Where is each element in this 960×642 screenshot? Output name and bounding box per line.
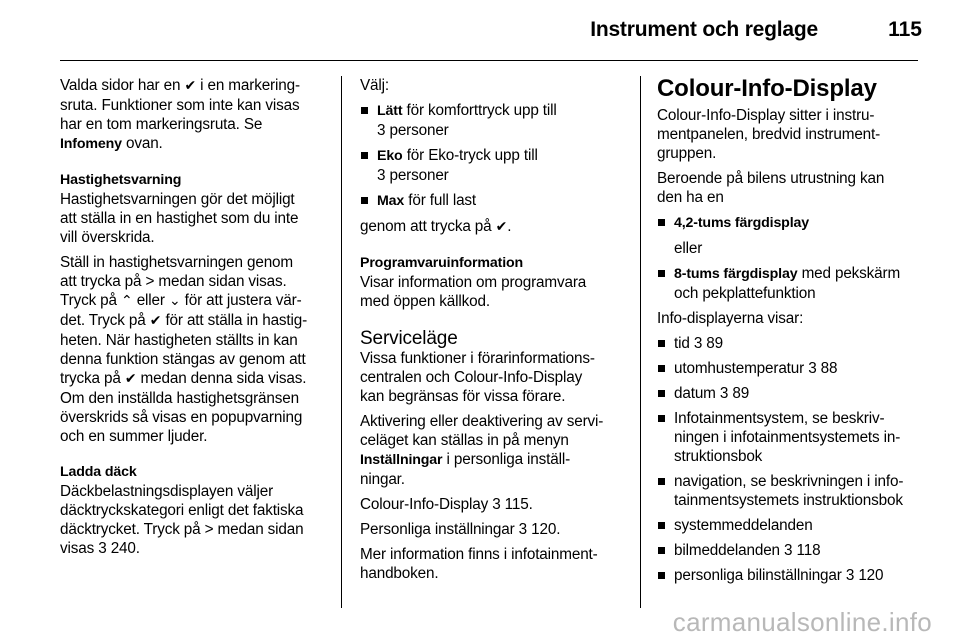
column-3 bbox=[657, 76, 919, 591]
paragraph: Visar information om programvara med öppen källkod. bbox=[360, 274, 587, 310]
paragraph: Aktivering eller deaktivering av servi- celäget kan ställas in på menyn Inställningar i personliga inställ- ningar. bbox=[360, 413, 604, 488]
bullet-icon bbox=[361, 197, 368, 204]
column-divider-1 bbox=[341, 76, 342, 608]
check-icon: ✔ bbox=[184, 78, 197, 94]
paragraph: eller bbox=[674, 240, 703, 257]
bullet-icon bbox=[658, 270, 665, 277]
page-ref-icon: 3 bbox=[518, 521, 528, 538]
chevron-up-icon: ⌃ bbox=[121, 293, 133, 309]
page-ref-icon: 3 bbox=[98, 540, 107, 557]
installningar-link: Inställningar bbox=[360, 452, 443, 468]
header-title: Instrument och reglage bbox=[590, 18, 818, 41]
column-2 bbox=[360, 76, 632, 589]
list-item: personliga bilinställningar 3 120 bbox=[657, 566, 919, 585]
paragraph: Välj: bbox=[360, 77, 390, 94]
bullet-icon bbox=[658, 547, 665, 554]
paragraph: Beroende på bilens utrustning kan den ha en bbox=[657, 170, 885, 206]
chevron-right-icon: > bbox=[145, 273, 155, 290]
header-rule bbox=[60, 60, 918, 61]
list-item: systemmeddelanden bbox=[657, 516, 919, 535]
page-ref-icon: 3 bbox=[845, 567, 855, 584]
paragraph: Mer information finns i infotainment- handboken. bbox=[360, 546, 598, 582]
paragraph: Info-displayerna visar: bbox=[657, 310, 804, 327]
section-heading-ladda-dack: Ladda däck bbox=[60, 464, 137, 480]
bullet-icon bbox=[658, 219, 665, 226]
bullet-icon bbox=[658, 415, 665, 422]
intro-paragraph: Valda sidor har en ✔ i en markering- sruta. Funktioner som inte kan visas har en tom markeringsruta. Se Infomeny ovan. bbox=[60, 77, 300, 152]
list-item: bilmeddelanden 3 118 bbox=[657, 541, 919, 560]
check-icon: ✔ bbox=[495, 219, 508, 235]
list-item: Infotainmentsystem, se beskriv- ningen i infotainmentsystemets in- struktionsbok bbox=[657, 409, 919, 466]
paragraph: genom att trycka på ✔. bbox=[360, 218, 512, 235]
page-ref-icon: 3 bbox=[719, 385, 729, 402]
section-heading-hastighetsvarning: Hastighetsvarning bbox=[60, 172, 182, 188]
paragraph: Vissa funktioner i förarinformations- centralen och Colour-Info-Display kan begränsas för vissa förare. bbox=[360, 350, 595, 405]
bullet-icon bbox=[361, 107, 368, 114]
page-ref-icon: 3 bbox=[808, 360, 817, 377]
list-item: datum 3 89 bbox=[657, 384, 919, 403]
section-heading-programvaruinformation: Programvaruinformation bbox=[360, 255, 524, 271]
paragraph: Colour-Info-Display sitter i instru- mentpanelen, bredvid instrument- gruppen. bbox=[657, 107, 881, 162]
column-divider-2 bbox=[640, 76, 641, 608]
list-item: tid 3 89 bbox=[657, 334, 919, 353]
page-number: 115 bbox=[888, 18, 922, 41]
column-1 bbox=[60, 76, 332, 564]
list-item: 4,2-tums färgdisplay bbox=[657, 213, 919, 233]
page-ref-icon: 3 bbox=[784, 542, 793, 559]
infomeny-link: Infomeny bbox=[60, 136, 122, 152]
list-item: Eko för Eko-tryck upp till 3 personer bbox=[360, 146, 632, 185]
bullet-icon bbox=[658, 340, 665, 347]
check-icon: ✔ bbox=[149, 313, 162, 329]
list-item: Max för full last bbox=[360, 191, 632, 211]
list-item: 8-tums färgdisplay med pekskärm och pekplattefunktion bbox=[657, 264, 919, 303]
list-item: utomhustemperatur 3 88 bbox=[657, 359, 919, 378]
page-ref-icon: 3 bbox=[693, 335, 703, 352]
bullet-icon bbox=[658, 390, 665, 397]
list-item: navigation, se beskrivningen i info- tainmentsystemets instruktionsbok bbox=[657, 472, 919, 510]
paragraph: Hastighetsvarningen gör det möjligt att ställa in en hastighet som du inte vill överskrida. bbox=[60, 191, 299, 246]
page-ref-icon: 3 bbox=[492, 496, 501, 513]
section-heading-colour-info-display: Colour-Info-Display bbox=[657, 75, 877, 102]
section-heading-servicelage: Serviceläge bbox=[360, 328, 458, 349]
chevron-right-icon: > bbox=[204, 521, 214, 538]
cross-reference: Personliga inställningar 3 120. bbox=[360, 521, 561, 538]
bullet-icon bbox=[658, 365, 665, 372]
bullet-icon bbox=[658, 522, 665, 529]
check-icon: ✔ bbox=[124, 371, 137, 387]
paragraph: Däckbelastningsdisplayen väljer däcktryckskategori enligt det faktiska däcktrycket. Tryck på > medan sidan visas 3 240. bbox=[60, 483, 304, 557]
chevron-down-icon: ⌄ bbox=[168, 293, 181, 309]
paragraph: Ställ in hastighetsvarningen genom att trycka på > medan sidan visas. Tryck på ⌃ eller ⌄ för att justera vär- det. Tryck på ✔ för att ställa in hastig- heten. När hastigheten ställts in kan denna funktion stängas av genom att trycka på ✔ medan denna sida visas. Om den inställda hastighetsgränsen överskrids så visas en popupvarning och en summer ljuder. bbox=[60, 254, 308, 445]
cross-reference: Colour-Info-Display 3 115. bbox=[360, 496, 533, 513]
bullet-icon bbox=[658, 478, 665, 485]
bullet-icon bbox=[361, 152, 368, 159]
bullet-icon bbox=[658, 572, 665, 579]
list-item: Lätt för komforttryck upp till 3 personer bbox=[360, 101, 632, 140]
watermark: carmanualsonline.info bbox=[672, 607, 932, 637]
